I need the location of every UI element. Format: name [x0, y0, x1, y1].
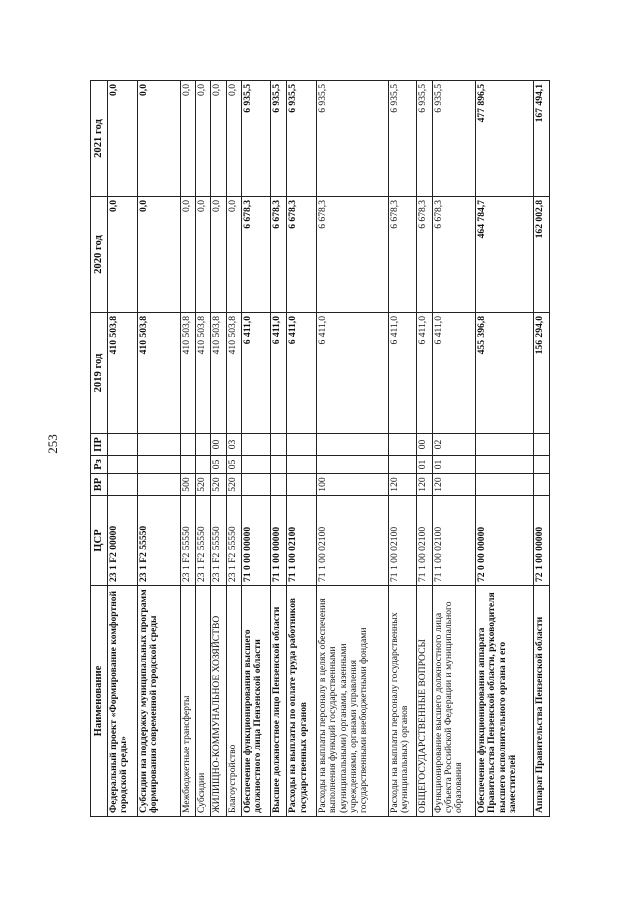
cell-pr: 02 [432, 434, 475, 456]
cell-vr: 520 [211, 474, 226, 496]
cell-2019: 6 411,0 [388, 313, 416, 434]
cell-2021: 6 935,5 [432, 81, 475, 197]
cell-name: Федеральный проект «Формирование комфортной городской среды» [108, 586, 138, 817]
cell-vr: 520 [226, 474, 241, 496]
table-row [417, 81, 432, 817]
cell-2021: 6 935,5 [271, 81, 287, 197]
header-pr: ПР [91, 434, 108, 456]
cell-2019: 410 503,8 [137, 313, 180, 434]
cell-pr [180, 434, 195, 456]
cell-2020: 6 678,3 [241, 197, 271, 313]
cell-name: Функционирование высшего должностного лица субъекта Российской Федерации и муниципального образования [432, 586, 475, 817]
cell-2019: 156 294,0 [533, 313, 549, 434]
cell-rz: 05 [226, 456, 241, 474]
table-row [108, 81, 138, 817]
cell-2019: 6 411,0 [417, 313, 432, 434]
cell-csr: 23 1 F2 55550 [226, 496, 241, 586]
cell-vr [287, 474, 317, 496]
cell-csr: 23 1 F2 55550 [196, 496, 211, 586]
cell-2021: 167 494,1 [533, 81, 549, 197]
cell-name: Обеспечение функционирования высшего должностного лица Пензенской области [241, 586, 271, 817]
cell-vr: 500 [180, 474, 195, 496]
table-row [271, 81, 287, 817]
rotated-table-wrapper [90, 81, 550, 817]
cell-2021: 0,0 [108, 81, 138, 197]
cell-pr [475, 434, 533, 456]
cell-name: Благоустройство [226, 586, 241, 817]
cell-csr: 23 1 F2 00000 [108, 496, 138, 586]
table-row [317, 81, 389, 817]
cell-vr: 520 [196, 474, 211, 496]
cell-vr: 100 [317, 474, 389, 496]
table-row [432, 81, 475, 817]
cell-rz [287, 456, 317, 474]
cell-csr: 23 1 F2 55550 [137, 496, 180, 586]
cell-csr: 71 1 00 02100 [287, 496, 317, 586]
cell-2020: 0,0 [226, 197, 241, 313]
cell-name: Обеспечение функционирования аппарата Правительства Пензенской области, руководителя высшего исполнительного органа и его заместителей [475, 586, 533, 817]
table-row [287, 81, 317, 817]
cell-2019: 6 411,0 [271, 313, 287, 434]
header-2020: 2020 год [91, 197, 108, 313]
cell-2019: 410 503,8 [211, 313, 226, 434]
table-row [388, 81, 416, 817]
cell-2021: 0,0 [180, 81, 195, 197]
cell-name: ОБЩЕГОСУДАРСТВЕННЫЕ ВОПРОСЫ [417, 586, 432, 817]
cell-vr: 120 [417, 474, 432, 496]
table-row [211, 81, 226, 817]
cell-2021: 6 935,5 [317, 81, 389, 197]
cell-rz [388, 456, 416, 474]
cell-name: Расходы на выплаты персоналу в целях обеспечения выполнения функций государственными (муниципальными) органами, казенными учреждениями, органами управления государственными внебюджетными фондами [317, 586, 389, 817]
cell-rz [271, 456, 287, 474]
cell-2021: 6 935,5 [417, 81, 432, 197]
cell-pr [533, 434, 549, 456]
cell-2020: 6 678,3 [271, 197, 287, 313]
cell-rz [317, 456, 389, 474]
cell-rz [108, 456, 138, 474]
cell-name: Субсидии [196, 586, 211, 817]
cell-2020: 0,0 [211, 197, 226, 313]
cell-2020: 464 784,7 [475, 197, 533, 313]
cell-pr: 00 [417, 434, 432, 456]
header-csr: ЦСР [91, 496, 108, 586]
cell-2019: 410 503,8 [180, 313, 195, 434]
cell-csr: 72 0 00 00000 [475, 496, 533, 586]
cell-2019: 455 396,8 [475, 313, 533, 434]
cell-2020: 0,0 [180, 197, 195, 313]
cell-rz: 01 [432, 456, 475, 474]
cell-2021: 6 935,5 [287, 81, 317, 197]
table-row [180, 81, 195, 817]
cell-rz [533, 456, 549, 474]
cell-2020: 6 678,3 [287, 197, 317, 313]
cell-vr [137, 474, 180, 496]
cell-2019: 6 411,0 [317, 313, 389, 434]
cell-name: Расходы на выплаты персоналу государственных (муниципальных) органов [388, 586, 416, 817]
cell-2020: 6 678,3 [388, 197, 416, 313]
cell-name: Межбюджетные трансферты [180, 586, 195, 817]
table-header-row [91, 81, 108, 817]
cell-2019: 410 503,8 [226, 313, 241, 434]
cell-csr: 23 1 F2 55550 [211, 496, 226, 586]
cell-pr [317, 434, 389, 456]
cell-2019: 410 503,8 [108, 313, 138, 434]
header-vr: ВР [91, 474, 108, 496]
cell-2021: 0,0 [137, 81, 180, 197]
cell-csr: 71 1 00 00000 [271, 496, 287, 586]
cell-name: Аппарат Правительства Пензенской области [533, 586, 549, 817]
cell-rz [137, 456, 180, 474]
cell-pr [196, 434, 211, 456]
cell-2020: 6 678,3 [432, 197, 475, 313]
cell-2020: 6 678,3 [417, 197, 432, 313]
header-2019: 2019 год [91, 313, 108, 434]
cell-csr: 71 0 00 00000 [241, 496, 271, 586]
cell-rz: 05 [211, 456, 226, 474]
cell-name: Высшее должностное лицо Пензенской области [271, 586, 287, 817]
cell-2019: 410 503,8 [196, 313, 211, 434]
header-2021: 2021 год [91, 81, 108, 197]
cell-2021: 6 935,5 [388, 81, 416, 197]
cell-pr [241, 434, 271, 456]
cell-name: Субсидии на поддержку муниципальных программ формирования современной городской среды [137, 586, 180, 817]
cell-pr: 03 [226, 434, 241, 456]
cell-vr: 120 [388, 474, 416, 496]
cell-pr [287, 434, 317, 456]
cell-name: ЖИЛИЩНО-КОММУНАЛЬНОЕ ХОЗЯЙСТВО [211, 586, 226, 817]
cell-csr: 71 1 00 02100 [432, 496, 475, 586]
cell-2021: 0,0 [196, 81, 211, 197]
table-row [533, 81, 549, 817]
table-row [475, 81, 533, 817]
cell-pr [108, 434, 138, 456]
cell-rz [196, 456, 211, 474]
cell-2020: 162 002,8 [533, 197, 549, 313]
cell-pr [137, 434, 180, 456]
page-number: 253 [45, 434, 60, 454]
table-row [196, 81, 211, 817]
cell-2019: 6 411,0 [432, 313, 475, 434]
cell-pr [271, 434, 287, 456]
cell-pr: 00 [211, 434, 226, 456]
budget-table [90, 80, 550, 817]
cell-vr [108, 474, 138, 496]
cell-2021: 477 896,5 [475, 81, 533, 197]
cell-vr [241, 474, 271, 496]
cell-2021: 0,0 [211, 81, 226, 197]
cell-rz [180, 456, 195, 474]
cell-vr: 120 [432, 474, 475, 496]
cell-2019: 6 411,0 [287, 313, 317, 434]
cell-2021: 0,0 [226, 81, 241, 197]
table-row [137, 81, 180, 817]
table-row [241, 81, 271, 817]
cell-vr [533, 474, 549, 496]
cell-name: Расходы на выплаты по оплате труда работников государственных органов [287, 586, 317, 817]
cell-2019: 6 411,0 [241, 313, 271, 434]
table-body [108, 81, 550, 817]
cell-csr: 72 1 00 00000 [533, 496, 549, 586]
cell-2020: 0,0 [108, 197, 138, 313]
cell-rz [475, 456, 533, 474]
table-row [226, 81, 241, 817]
cell-pr [388, 434, 416, 456]
cell-rz: 01 [417, 456, 432, 474]
header-rz: Рз [91, 456, 108, 474]
header-name: Наименование [91, 586, 108, 817]
cell-2020: 0,0 [137, 197, 180, 313]
cell-rz [241, 456, 271, 474]
cell-vr [475, 474, 533, 496]
cell-csr: 71 1 00 02100 [417, 496, 432, 586]
cell-vr [271, 474, 287, 496]
cell-2021: 6 935,5 [241, 81, 271, 197]
cell-csr: 71 1 00 02100 [317, 496, 389, 586]
cell-2020: 0,0 [196, 197, 211, 313]
cell-2020: 6 678,3 [317, 197, 389, 313]
cell-csr: 71 1 00 02100 [388, 496, 416, 586]
cell-csr: 23 1 F2 55550 [180, 496, 195, 586]
